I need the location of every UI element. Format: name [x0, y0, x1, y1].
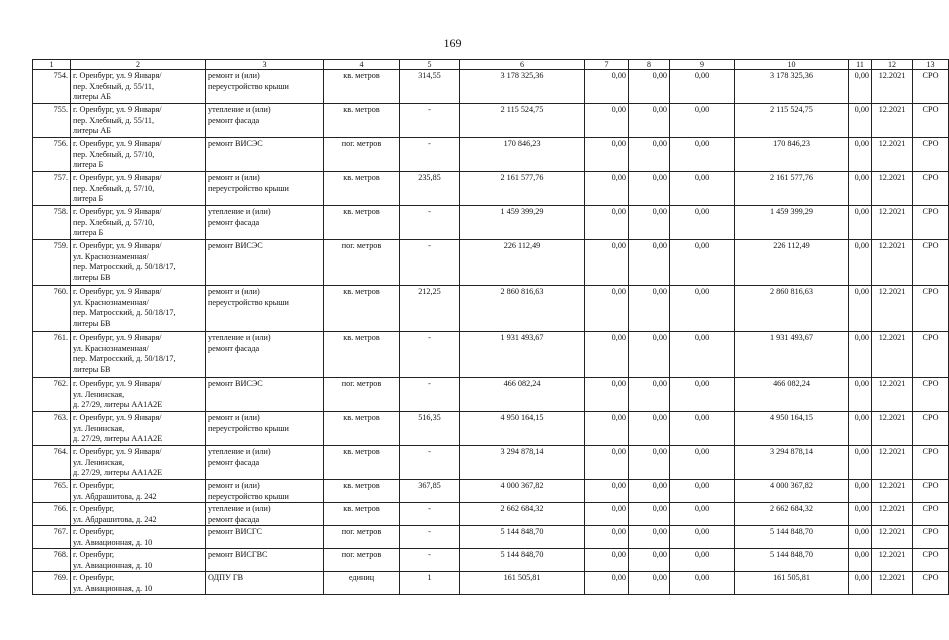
- address-cell: г. Оренбург, ул. Авиационная, д. 10: [71, 549, 206, 572]
- table-row: [33, 332, 949, 378]
- row-number: 757.: [33, 172, 71, 206]
- work-type-cell: ремонт и (или) переустройство крыши: [206, 172, 324, 206]
- local-budget-cell: 0,00: [670, 446, 735, 480]
- row-number: 764.: [33, 446, 71, 480]
- table-row: [33, 378, 949, 412]
- fund-cell: 0,00: [585, 480, 629, 503]
- quantity-cell: -: [400, 549, 460, 572]
- owners-funds-cell: 2 161 577,76: [735, 172, 849, 206]
- fund-cell: 0,00: [585, 378, 629, 412]
- quantity-cell: -: [400, 206, 460, 240]
- other-funds-cell: 0,00: [849, 480, 872, 503]
- other-funds-cell: 0,00: [849, 526, 872, 549]
- work-type-cell: утепление и (или) ремонт фасада: [206, 104, 324, 138]
- quantity-cell: 212,25: [400, 286, 460, 332]
- deadline-cell: 12.2021: [872, 572, 913, 595]
- owners-funds-cell: 3 294 878,14: [735, 446, 849, 480]
- table-row: [33, 70, 949, 104]
- table-row: [33, 138, 949, 172]
- column-header: 10: [735, 60, 849, 70]
- quantity-cell: -: [400, 446, 460, 480]
- method-cell: СРО: [913, 138, 949, 172]
- work-type-cell: утепление и (или) ремонт фасада: [206, 446, 324, 480]
- unit-cell: пог. метров: [324, 378, 400, 412]
- method-cell: СРО: [913, 412, 949, 446]
- deadline-cell: 12.2021: [872, 70, 913, 104]
- address-cell: г. Оренбург, ул. Абдрашитова, д. 242: [71, 503, 206, 526]
- local-budget-cell: 0,00: [670, 70, 735, 104]
- other-funds-cell: 0,00: [849, 549, 872, 572]
- address-cell: г. Оренбург, ул. 9 Января/ ул. Ленинская, д. 27/29, литеры АА1А2Е: [71, 412, 206, 446]
- total-cost-cell: 1 459 399,29: [460, 206, 585, 240]
- table-row: [33, 172, 949, 206]
- quantity-cell: 314,55: [400, 70, 460, 104]
- unit-cell: единиц: [324, 572, 400, 595]
- budget-cell: 0,00: [629, 572, 670, 595]
- column-header: 12: [872, 60, 913, 70]
- budget-cell: 0,00: [629, 138, 670, 172]
- table-row: [33, 572, 949, 595]
- quantity-cell: -: [400, 240, 460, 286]
- column-header: 11: [849, 60, 872, 70]
- method-cell: СРО: [913, 526, 949, 549]
- work-type-cell: ремонт и (или) переустройство крыши: [206, 286, 324, 332]
- address-cell: г. Оренбург, ул. 9 Января/ ул. Краснознаменная/ пер. Матросский, д. 50/18/17, литеры БВ: [71, 240, 206, 286]
- total-cost-cell: 161 505,81: [460, 572, 585, 595]
- total-cost-cell: 226 112,49: [460, 240, 585, 286]
- address-cell: г. Оренбург, ул. Абдрашитова, д. 242: [71, 480, 206, 503]
- budget-cell: 0,00: [629, 412, 670, 446]
- deadline-cell: 12.2021: [872, 549, 913, 572]
- table-row: [33, 549, 949, 572]
- method-cell: СРО: [913, 332, 949, 378]
- owners-funds-cell: 2 860 816,63: [735, 286, 849, 332]
- total-cost-cell: 3 294 878,14: [460, 446, 585, 480]
- row-number: 765.: [33, 480, 71, 503]
- fund-cell: 0,00: [585, 240, 629, 286]
- total-cost-cell: 4 000 367,82: [460, 480, 585, 503]
- address-cell: г. Оренбург, ул. Авиационная, д. 10: [71, 572, 206, 595]
- page-number: 169: [443, 36, 462, 50]
- fund-cell: 0,00: [585, 412, 629, 446]
- other-funds-cell: 0,00: [849, 572, 872, 595]
- row-number: 755.: [33, 104, 71, 138]
- deadline-cell: 12.2021: [872, 332, 913, 378]
- local-budget-cell: 0,00: [670, 172, 735, 206]
- budget-cell: 0,00: [629, 549, 670, 572]
- method-cell: СРО: [913, 206, 949, 240]
- column-header: 1: [33, 60, 71, 70]
- owners-funds-cell: 4 950 164,15: [735, 412, 849, 446]
- other-funds-cell: 0,00: [849, 138, 872, 172]
- fund-cell: 0,00: [585, 138, 629, 172]
- local-budget-cell: 0,00: [670, 480, 735, 503]
- unit-cell: кв. метров: [324, 446, 400, 480]
- address-cell: г. Оренбург, ул. 9 Января/ пер. Хлебный, д. 55/11, литеры АБ: [71, 104, 206, 138]
- budget-cell: 0,00: [629, 286, 670, 332]
- address-cell: г. Оренбург, ул. 9 Января/ ул. Ленинская, д. 27/29, литеры АА1А2Е: [71, 446, 206, 480]
- column-header: 5: [400, 60, 460, 70]
- other-funds-cell: 0,00: [849, 206, 872, 240]
- table-row: [33, 206, 949, 240]
- other-funds-cell: 0,00: [849, 286, 872, 332]
- owners-funds-cell: 1 931 493,67: [735, 332, 849, 378]
- other-funds-cell: 0,00: [849, 503, 872, 526]
- deadline-cell: 12.2021: [872, 480, 913, 503]
- method-cell: СРО: [913, 172, 949, 206]
- owners-funds-cell: 2 115 524,75: [735, 104, 849, 138]
- work-type-cell: утепление и (или) ремонт фасада: [206, 503, 324, 526]
- table-header: [33, 60, 949, 70]
- row-number: 767.: [33, 526, 71, 549]
- quantity-cell: -: [400, 332, 460, 378]
- address-cell: г. Оренбург, ул. 9 Января/ ул. Краснознаменная/ пер. Матросский, д. 50/18/17, литеры БВ: [71, 332, 206, 378]
- quantity-cell: -: [400, 378, 460, 412]
- row-number: 758.: [33, 206, 71, 240]
- owners-funds-cell: 3 178 325,36: [735, 70, 849, 104]
- quantity-cell: 516,35: [400, 412, 460, 446]
- address-cell: г. Оренбург, ул. 9 Января/ ул. Краснознаменная/ пер. Матросский, д. 50/18/17, литеры БВ: [71, 286, 206, 332]
- column-header: 9: [670, 60, 735, 70]
- local-budget-cell: 0,00: [670, 412, 735, 446]
- budget-cell: 0,00: [629, 332, 670, 378]
- row-number: 761.: [33, 332, 71, 378]
- column-header: 2: [71, 60, 206, 70]
- row-number: 763.: [33, 412, 71, 446]
- local-budget-cell: 0,00: [670, 286, 735, 332]
- row-number: 754.: [33, 70, 71, 104]
- owners-funds-cell: 161 505,81: [735, 572, 849, 595]
- column-header: 6: [460, 60, 585, 70]
- work-type-cell: ремонт и (или) переустройство крыши: [206, 70, 324, 104]
- budget-cell: 0,00: [629, 206, 670, 240]
- fund-cell: 0,00: [585, 549, 629, 572]
- owners-funds-cell: 2 662 684,32: [735, 503, 849, 526]
- work-type-cell: ремонт ВИСГС: [206, 526, 324, 549]
- other-funds-cell: 0,00: [849, 240, 872, 286]
- address-cell: г. Оренбург, ул. 9 Января/ пер. Хлебный, д. 55/11, литеры АБ: [71, 70, 206, 104]
- total-cost-cell: 5 144 848,70: [460, 526, 585, 549]
- fund-cell: 0,00: [585, 446, 629, 480]
- local-budget-cell: 0,00: [670, 572, 735, 595]
- work-type-cell: ремонт ВИСЭС: [206, 378, 324, 412]
- quantity-cell: 367,85: [400, 480, 460, 503]
- table-row: [33, 240, 949, 286]
- local-budget-cell: 0,00: [670, 206, 735, 240]
- fund-cell: 0,00: [585, 526, 629, 549]
- table-row: [33, 286, 949, 332]
- work-type-cell: ремонт ВИСЭС: [206, 240, 324, 286]
- total-cost-cell: 2 860 816,63: [460, 286, 585, 332]
- total-cost-cell: 2 161 577,76: [460, 172, 585, 206]
- deadline-cell: 12.2021: [872, 286, 913, 332]
- unit-cell: кв. метров: [324, 332, 400, 378]
- work-type-cell: ремонт и (или) переустройство крыши: [206, 480, 324, 503]
- method-cell: СРО: [913, 240, 949, 286]
- unit-cell: кв. метров: [324, 104, 400, 138]
- fund-cell: 0,00: [585, 70, 629, 104]
- budget-cell: 0,00: [629, 70, 670, 104]
- unit-cell: пог. метров: [324, 240, 400, 286]
- deadline-cell: 12.2021: [872, 378, 913, 412]
- local-budget-cell: 0,00: [670, 104, 735, 138]
- total-cost-cell: 170 846,23: [460, 138, 585, 172]
- total-cost-cell: 2 115 524,75: [460, 104, 585, 138]
- total-cost-cell: 2 662 684,32: [460, 503, 585, 526]
- owners-funds-cell: 5 144 848,70: [735, 549, 849, 572]
- quantity-cell: -: [400, 104, 460, 138]
- deadline-cell: 12.2021: [872, 412, 913, 446]
- other-funds-cell: 0,00: [849, 378, 872, 412]
- local-budget-cell: 0,00: [670, 378, 735, 412]
- unit-cell: кв. метров: [324, 206, 400, 240]
- unit-cell: пог. метров: [324, 138, 400, 172]
- fund-cell: 0,00: [585, 104, 629, 138]
- local-budget-cell: 0,00: [670, 549, 735, 572]
- deadline-cell: 12.2021: [872, 503, 913, 526]
- local-budget-cell: 0,00: [670, 240, 735, 286]
- table-row: [33, 526, 949, 549]
- method-cell: СРО: [913, 549, 949, 572]
- work-type-cell: утепление и (или) ремонт фасада: [206, 332, 324, 378]
- owners-funds-cell: 4 000 367,82: [735, 480, 849, 503]
- other-funds-cell: 0,00: [849, 70, 872, 104]
- column-header: 8: [629, 60, 670, 70]
- owners-funds-cell: 466 082,24: [735, 378, 849, 412]
- method-cell: СРО: [913, 480, 949, 503]
- deadline-cell: 12.2021: [872, 138, 913, 172]
- method-cell: СРО: [913, 104, 949, 138]
- unit-cell: пог. метров: [324, 526, 400, 549]
- owners-funds-cell: 1 459 399,29: [735, 206, 849, 240]
- column-header: 13: [913, 60, 949, 70]
- work-type-cell: ОДПУ ГВ: [206, 572, 324, 595]
- budget-cell: 0,00: [629, 240, 670, 286]
- quantity-cell: -: [400, 526, 460, 549]
- unit-cell: кв. метров: [324, 503, 400, 526]
- address-cell: г. Оренбург, ул. 9 Января/ ул. Ленинская, д. 27/29, литеры АА1А2Е: [71, 378, 206, 412]
- row-number: 769.: [33, 572, 71, 595]
- work-type-cell: ремонт ВИСЭС: [206, 138, 324, 172]
- method-cell: СРО: [913, 446, 949, 480]
- deadline-cell: 12.2021: [872, 104, 913, 138]
- other-funds-cell: 0,00: [849, 104, 872, 138]
- local-budget-cell: 0,00: [670, 138, 735, 172]
- unit-cell: кв. метров: [324, 172, 400, 206]
- row-number: 760.: [33, 286, 71, 332]
- row-number: 762.: [33, 378, 71, 412]
- owners-funds-cell: 226 112,49: [735, 240, 849, 286]
- quantity-cell: -: [400, 503, 460, 526]
- table-row: [33, 446, 949, 480]
- row-number: 756.: [33, 138, 71, 172]
- column-header: 3: [206, 60, 324, 70]
- unit-cell: кв. метров: [324, 412, 400, 446]
- deadline-cell: 12.2021: [872, 240, 913, 286]
- fund-cell: 0,00: [585, 572, 629, 595]
- quantity-cell: 1: [400, 572, 460, 595]
- address-cell: г. Оренбург, ул. Авиационная, д. 10: [71, 526, 206, 549]
- row-number: 759.: [33, 240, 71, 286]
- capital-repair-table: [32, 59, 949, 595]
- row-number: 766.: [33, 503, 71, 526]
- deadline-cell: 12.2021: [872, 526, 913, 549]
- total-cost-cell: 5 144 848,70: [460, 549, 585, 572]
- work-type-cell: ремонт ВИСГВС: [206, 549, 324, 572]
- table-body: [33, 70, 949, 595]
- fund-cell: 0,00: [585, 206, 629, 240]
- address-cell: г. Оренбург, ул. 9 Января/ пер. Хлебный, д. 57/10, литера Б: [71, 206, 206, 240]
- budget-cell: 0,00: [629, 378, 670, 412]
- deadline-cell: 12.2021: [872, 206, 913, 240]
- budget-cell: 0,00: [629, 480, 670, 503]
- column-header: 7: [585, 60, 629, 70]
- fund-cell: 0,00: [585, 172, 629, 206]
- other-funds-cell: 0,00: [849, 446, 872, 480]
- address-cell: г. Оренбург, ул. 9 Января/ пер. Хлебный, д. 57/10, литера Б: [71, 172, 206, 206]
- method-cell: СРО: [913, 70, 949, 104]
- owners-funds-cell: 5 144 848,70: [735, 526, 849, 549]
- column-header: 4: [324, 60, 400, 70]
- fund-cell: 0,00: [585, 332, 629, 378]
- budget-cell: 0,00: [629, 104, 670, 138]
- other-funds-cell: 0,00: [849, 412, 872, 446]
- budget-cell: 0,00: [629, 526, 670, 549]
- total-cost-cell: 1 931 493,67: [460, 332, 585, 378]
- fund-cell: 0,00: [585, 286, 629, 332]
- table-row: [33, 480, 949, 503]
- quantity-cell: -: [400, 138, 460, 172]
- budget-cell: 0,00: [629, 172, 670, 206]
- method-cell: СРО: [913, 378, 949, 412]
- total-cost-cell: 466 082,24: [460, 378, 585, 412]
- other-funds-cell: 0,00: [849, 172, 872, 206]
- deadline-cell: 12.2021: [872, 172, 913, 206]
- quantity-cell: 235,85: [400, 172, 460, 206]
- unit-cell: кв. метров: [324, 286, 400, 332]
- budget-cell: 0,00: [629, 503, 670, 526]
- method-cell: СРО: [913, 503, 949, 526]
- method-cell: СРО: [913, 572, 949, 595]
- work-type-cell: утепление и (или) ремонт фасада: [206, 206, 324, 240]
- row-number: 768.: [33, 549, 71, 572]
- owners-funds-cell: 170 846,23: [735, 138, 849, 172]
- other-funds-cell: 0,00: [849, 332, 872, 378]
- table-row: [33, 412, 949, 446]
- unit-cell: кв. метров: [324, 70, 400, 104]
- unit-cell: кв. метров: [324, 480, 400, 503]
- fund-cell: 0,00: [585, 503, 629, 526]
- table-row: [33, 104, 949, 138]
- address-cell: г. Оренбург, ул. 9 Января/ пер. Хлебный, д. 57/10, литера Б: [71, 138, 206, 172]
- budget-cell: 0,00: [629, 446, 670, 480]
- unit-cell: пог. метров: [324, 549, 400, 572]
- local-budget-cell: 0,00: [670, 526, 735, 549]
- table-row: [33, 503, 949, 526]
- deadline-cell: 12.2021: [872, 446, 913, 480]
- method-cell: СРО: [913, 286, 949, 332]
- total-cost-cell: 4 950 164,15: [460, 412, 585, 446]
- work-type-cell: ремонт и (или) переустройство крыши: [206, 412, 324, 446]
- local-budget-cell: 0,00: [670, 332, 735, 378]
- total-cost-cell: 3 178 325,36: [460, 70, 585, 104]
- local-budget-cell: 0,00: [670, 503, 735, 526]
